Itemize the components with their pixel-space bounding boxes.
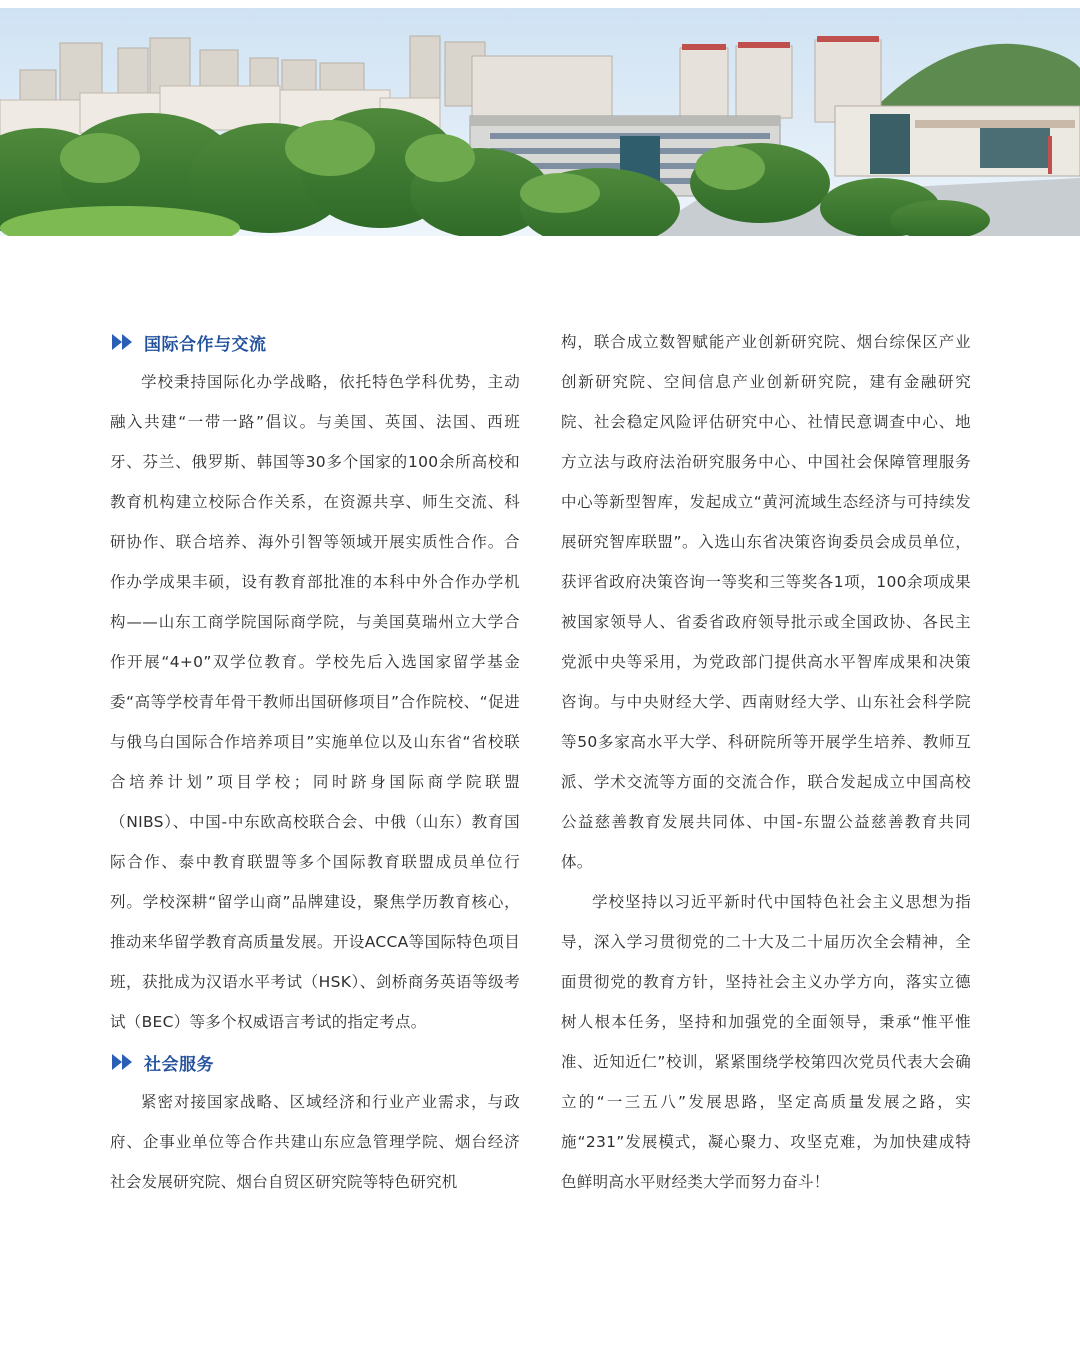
social-paragraph-start: 紧密对接国家战略、区域经济和行业产业需求，与政府、企事业单位等合作共建山东应急管理学院、烟台经济社会发展研究院、烟台自贸区研究院等特色研究机 xyxy=(110,1093,520,1191)
social-paragraph-continued: 构，联合成立数智赋能产业创新研究院、烟台综保区产业创新研究院、空间信息产业创新研究院，建有金融研究院、社会稳定风险评估研究中心、社情民意调查中心、地方立法与政府法治研究服务中心、中国社会保障管理服务中心等新型智库，发起成立“黄河流域生态经济与可持续发展研究智库联盟”。入选山东省决策咨询委员会成员单位，获评省政府决策咨询一等奖和三等奖各1项，100余项成果被国家领导人、省委省政府领导批示或全国政协、各民主党派中央等采用，为党政部门提供高水平智库成果和决策咨询。与中央财经大学、西南财经大学、山东社会科学院等50多家高水平大学、科研院所等开展学生培养、教师互派、学术交流等方面的交流合作，联合发起成立中国高校公益慈善教育发展共同体、中国-东盟公益慈善教育共同体。 xyxy=(561,333,971,871)
campus-panorama-photo xyxy=(0,8,1080,236)
international-paragraph: 学校秉持国际化办学战略，依托特色学科优势，主动融入共建“一带一路”倡议。与美国、英国、法国、西班牙、芬兰、俄罗斯、韩国等30多个国家的100余所高校和教育机构建立校际合作关系，在资源共享、师生交流、科研协作、联合培养、海外引智等领域开展实质性合作。合作办学成果丰硕，设有教育部批准的本科中外合作办学机构——山东工商学院国际商学院，与美国莫瑞州立大学合作开展“4+0”双学位教育。学校先后入选国家留学基金委“高等学校青年骨干教师出国研修项目”合作院校、“促进与俄乌白国际合作培养项目”实施单位以及山东省“省校联合培养计划”项目学校；同时跻身国际商学院联盟（NIBS）、中国-中东欧高校联合会、中俄（山东）教育国际合作、泰中教育联盟等多个国际教育联盟成员单位行列。学校深耕“留学山商”品牌建设，聚焦学历教育核心，推动来华留学教育高质量发展。开设ACCA等国际特色项目班，获批成为汉语水平考试（HSK）、剑桥商务英语等级考试（BEC）等多个权威语言考试的指定考点。 xyxy=(110,373,520,1031)
right-column xyxy=(561,322,971,1202)
section-heading-social xyxy=(110,1042,520,1082)
section-heading-international xyxy=(110,322,520,362)
double-play-arrow-icon xyxy=(110,1052,136,1072)
section-title-social: 社会服务 xyxy=(144,1054,214,1075)
closing-paragraph: 学校坚持以习近平新时代中国特色社会主义思想为指导，深入学习贯彻党的二十大及二十届历次全会精神，全面贯彻党的教育方针，坚持社会主义办学方向，落实立德树人根本任务，坚持和加强党的全面领导，秉承“惟平惟准、近知近仁”校训，紧紧围绕学校第四次党员代表大会确立的“一三五八”发展思路，坚定高质量发展之路，实施“231”发展模式，凝心聚力、攻坚克难，为加快建成特色鲜明高水平财经类大学而努力奋斗！ xyxy=(561,893,971,1191)
left-column xyxy=(110,322,520,1202)
double-play-arrow-icon xyxy=(110,332,136,352)
section-title-international: 国际合作与交流 xyxy=(144,334,267,355)
